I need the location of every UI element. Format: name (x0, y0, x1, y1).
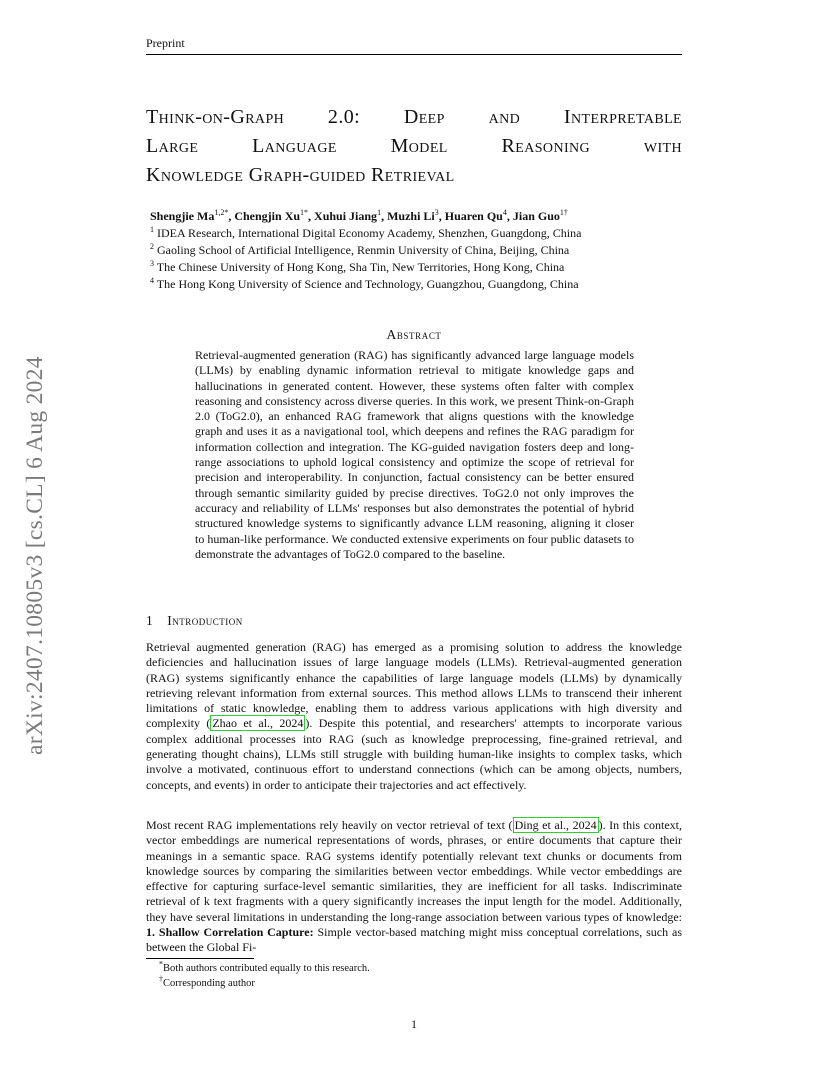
section-number: 1 (146, 613, 154, 628)
citation-link[interactable]: Zhao et al., 2024 (212, 716, 304, 731)
paragraph-text: Most recent RAG implementations rely heavily on vector retrieval of text ( (146, 818, 513, 832)
author-name: Shengjie Ma (150, 209, 215, 223)
author-name: Chengjin Xu (234, 209, 301, 223)
intro-paragraph-2 (146, 818, 682, 956)
abstract-text: Retrieval-augmented generation (RAG) has significantly advanced large language models (LLMs) by enabling dynamic information retrieval to mitigate knowledge gaps and hallucinations in generated content. However, these systems often falter with complex reasoning and consistency across diverse queries. In this work, we present Think-on-Graph 2.0 (ToG2.0), an enhanced RAG framework that aligns questions with the knowledge graph and uses it as a navigational tool, which deepens and refines the RAG paradigm for information collection and integration. The KG-guided navigation fosters deep and long-range associations to uphold logical consistency and optimize the scope of retrieval for precision and interoperability. In conjunction, factual consistency can be better ensured through semantic similarity guided by precise directives. ToG2.0 not only improves the accuracy and reliability of LLMs' responses but also demonstrates the potential of hybrid structured knowledge systems to significantly advance LLM reasoning, aligning it closer to human-like performance. We conducted extensive experiments on four public datasets to demonstrate the advantages of ToG2.0 compared to the baseline. (195, 348, 634, 561)
running-title: Preprint (146, 36, 185, 50)
citation-link[interactable]: Ding et al., 2024 (514, 818, 597, 832)
affiliation (150, 225, 690, 242)
author-superscript: 1,2* (214, 208, 229, 217)
running-header (146, 36, 682, 55)
affiliation (150, 242, 690, 259)
affiliation-number: 4 (150, 276, 154, 285)
paragraph-bold-text: 1. Shallow Correlation Capture: (146, 925, 314, 940)
paper-title (146, 103, 682, 190)
abstract-heading: Abstract (386, 327, 442, 342)
title-line-1: Think-on-Graph 2.0: Deep and Interpretable (146, 106, 682, 128)
footnote-mark: * (159, 959, 163, 969)
author-block (150, 208, 690, 293)
footnote (159, 959, 679, 975)
footnote-text: Corresponding author (163, 978, 255, 989)
author-superscript: 3 (434, 208, 439, 217)
affiliation (150, 259, 690, 276)
paragraph-text: ). Despite this potential, and researchers' attempts to incorporate various complex additional processes into RAG (such as knowledge preprocessing, fine-grained retrieval, and generating thought chains), LLMs still struggle with building human-like insights to complex tasks, which involve a motivated, continuous effort to understand connections (which can be among objects, numbers, concepts, and events) in order to anticipate their trajectories and act effectively. (146, 716, 683, 792)
affiliation-number: 1 (150, 225, 154, 234)
affiliation-text: The Chinese University of Hong Kong, Sha Tin, New Territories, Hong Kong, China (156, 260, 565, 274)
affiliation-text: The Hong Kong University of Science and Technology, Guangzhou, Guangdong, China (156, 277, 579, 291)
footnote-mark: † (159, 974, 163, 984)
author-superscript: 4 (502, 208, 507, 217)
affiliation-number: 3 (150, 259, 154, 268)
footnote (159, 974, 679, 990)
author-name: Huaren Qu (444, 209, 503, 223)
affiliation-text: Gaoling School of Artificial Intelligence, Renmin University of China, Beijing, China (157, 243, 570, 257)
author-superscript: 1† (559, 208, 568, 217)
author-list: Shengjie $Ma^{1,2*}$, Chengjin $Xu^{1*}$, Xuhui Jiang$^1$, Muzhi Li$^3$, Huaren Qu$^4$, Jian Guo$^{1\dagger}$ (150, 208, 568, 223)
footnote-text: Both authors contributed equally to this research. (163, 963, 370, 974)
title-line-2: Large Language Model Reasoning with (146, 135, 682, 157)
affiliation-text: IDEA Research, International Digital Economy Academy, Shenzhen, Guangdong, China (157, 226, 582, 240)
intro-paragraph-1 (146, 640, 682, 793)
arxiv-stamp: arXiv:2407.10805v3 [cs.CL] 6 Aug 2024 (22, 356, 48, 755)
section-heading (146, 613, 682, 629)
paragraph-text: ). In this context, vector embeddings are numerical representations of words, phrases, or entire documents that capture their meanings in a semantic space. RAG systems identify potentially relevant text chunks or documents from knowledge sources by comparing the similarities between vector embeddings. While vector embeddings are effective for capturing surface-level semantic similarities, they are inefficient for all tasks. Indiscriminate retrieval of k text fragments with a query significantly increases the input length for the model. Additionally, they have several limitations in understanding the long-range association between various types of knowledge: (146, 818, 682, 924)
paragraph-text: Simple vector-based matching might miss conceptual correlations, such as between the Global Fi- (146, 925, 683, 955)
section-title: Introduction (167, 613, 243, 628)
affiliation (150, 276, 690, 293)
author-name: Jian Guo (512, 209, 560, 223)
affiliation-number: 2 (150, 242, 154, 251)
author-name: Xuhui Jiang (314, 209, 378, 223)
arxiv-stamp-container (0, 0, 48, 755)
page-number: 1 (411, 1017, 417, 1031)
author-superscript: 1* (300, 208, 309, 217)
paragraph-text: Retrieval augmented generation (RAG) has emerged as a promising solution to address the knowledge deficiencies and hallucination issues of large language models (LLMs). Retrieval-augmented generation (RAG) systems significantly enhance the capabilities of large language models (LLMs) by dynamically retrieving relevant information from external sources. This method allows LLMs to transcend their inherent limitations of static knowledge, enabling them to address various applications with high diversity and complexity ( (146, 640, 682, 731)
author-name: Muzhi Li (387, 209, 435, 223)
author-superscript: 1 (377, 208, 382, 217)
title-line-3: Knowledge Graph-guided Retrieval (146, 164, 455, 186)
